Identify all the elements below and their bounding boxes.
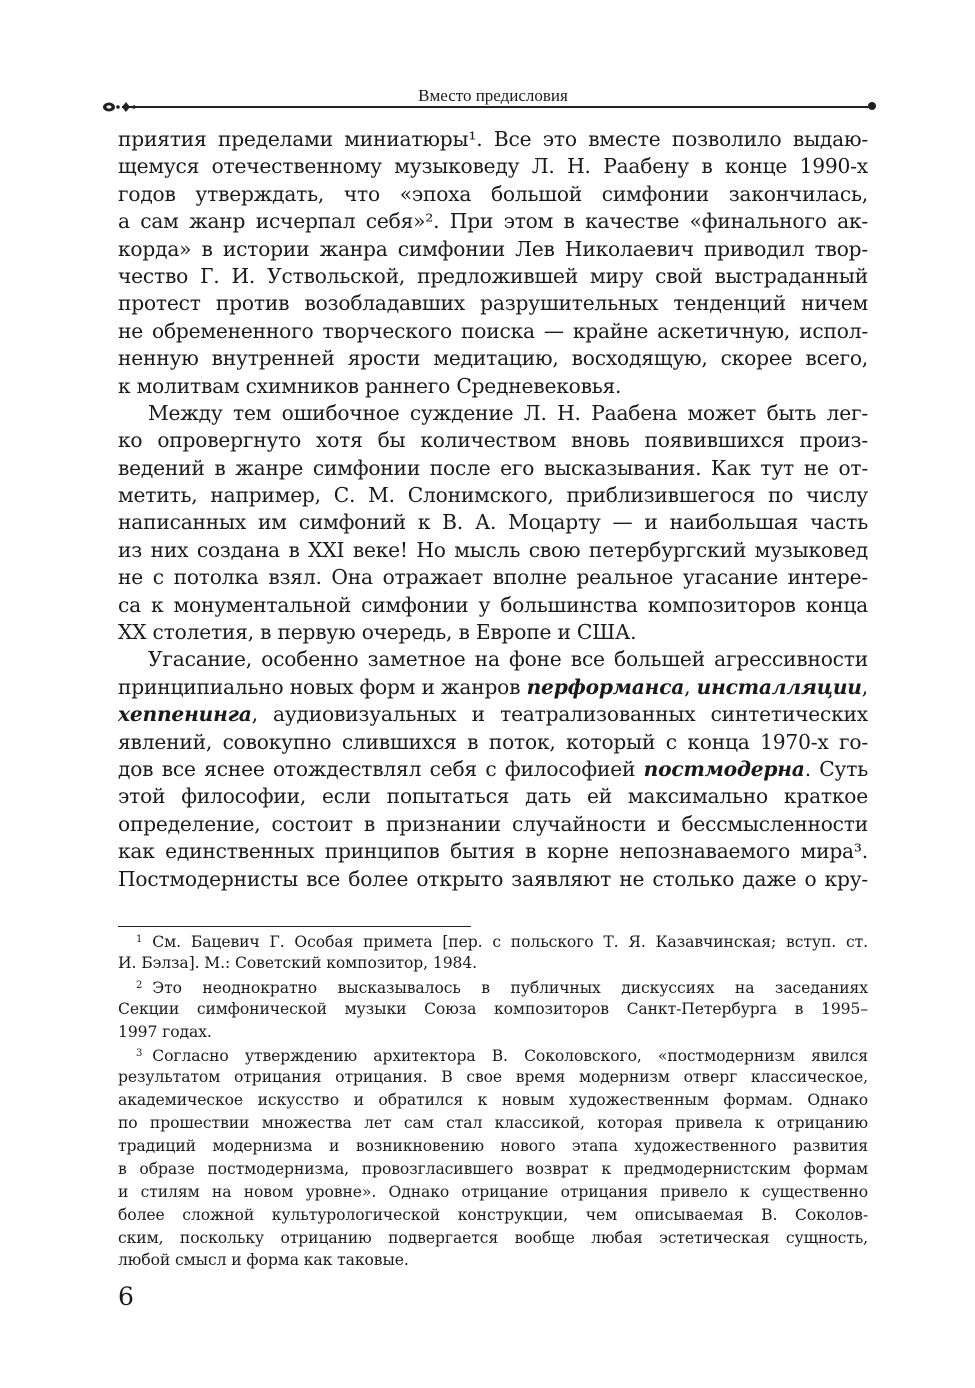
text-run: ведений в жанре симфонии после его высказывания. Как тут не от- (118, 455, 868, 480)
text-run: метить, например, С. М. Слонимского, приблизившегося по числу (118, 483, 868, 508)
text-line (118, 263, 868, 290)
text-line (118, 564, 868, 591)
footnote-text: ским, поскольку отрицанию подвергается вообще любая эстетическая сущность, (118, 1228, 868, 1247)
emphasized-term: перформанса (526, 674, 685, 699)
text-line (118, 729, 868, 756)
text-line (118, 646, 868, 673)
footnote-line (118, 1158, 868, 1181)
text-run: годов утверждать, что «эпоха большой симфонии закончилась, (118, 181, 868, 206)
text-run: са к монументальной симфонии у большинства композиторов конца (118, 592, 868, 617)
text-run: ненную внутренней ярости медитацию, восходящую, скорее всего, (118, 346, 868, 371)
text-line (118, 756, 868, 783)
emphasized-term: инсталляции (696, 674, 862, 699)
text-run: как единственных принципов бытия в корне непознаваемого мира³. (118, 839, 868, 864)
text-run: не обремененного творческого поиска — крайне аскетичную, испол- (118, 318, 868, 343)
header-rule-end-dot (868, 102, 876, 110)
text-line (118, 400, 868, 427)
footnote-line (118, 1021, 868, 1044)
text-run: щемуся отечественному музыковеду Л. Н. Раабену в конце 1990-х (118, 154, 868, 179)
text-line (118, 290, 868, 317)
text-line (118, 509, 868, 536)
running-head: Вместо предисловия (418, 86, 568, 105)
text-line (118, 866, 868, 893)
text-line (118, 482, 868, 509)
footnote-line (118, 1089, 868, 1112)
text-run: из них создана в XXI веке! Но мысль свою петербургский музыковед (118, 537, 868, 562)
footnote-text: и стилям на новом уровне». Однако отрицание отрицания привело к существенно (118, 1182, 868, 1201)
footnote-marker: 1 (136, 934, 143, 945)
text-run: протест против возобладавших разрушительных тенденций ничем (118, 291, 868, 316)
footnote-line (118, 975, 868, 998)
footnote-separator (118, 926, 471, 927)
footnote-text: И. Бэлза]. М.: Советский композитор, 1984. (118, 953, 478, 972)
text-line (118, 674, 868, 701)
text-run: . Суть (804, 756, 868, 781)
footnote-text: академическое искусство и обратился к новым художественным формам. Однако (118, 1091, 868, 1110)
footnote-line (118, 1227, 868, 1250)
paragraph (118, 126, 868, 400)
text-line (118, 427, 868, 454)
footnote-text: результатом отрицания отрицания. В свое время модернизм отверг классическое, (118, 1068, 868, 1087)
footnote-line (118, 1249, 868, 1272)
text-line (118, 619, 868, 646)
footnote (118, 929, 868, 975)
page-number: 6 (118, 1282, 134, 1311)
footnote-marker: 2 (136, 979, 143, 991)
footnote-text: Секции симфонической музыки Союза композиторов Санкт-Петербурга в 1995– (118, 999, 868, 1018)
text-run: явлений, совокупно слившихся в поток, который с конца 1970-х го- (118, 729, 868, 754)
text-line (118, 701, 868, 728)
text-run: к молитвам схимников раннего Средневековья. (118, 373, 622, 398)
text-line (118, 153, 868, 180)
text-run: Постмодернисты все более открыто заявляют не столько даже о кру- (118, 866, 868, 891)
footnote-text: по прошествии множества лет сам стал классикой, которая привела к отрицанию (118, 1114, 868, 1133)
text-run: , аудиовизуальных и театрализованных синтетических (251, 702, 868, 727)
text-run: чество Г. И. Уствольской, предложившей миру свой выстраданный (118, 263, 868, 288)
text-line (118, 592, 868, 619)
text-line (118, 236, 868, 263)
footnote-marker: 3 (136, 1048, 143, 1060)
text-run: этой философии, если попытаться дать ей максимально краткое (118, 784, 868, 809)
text-line (118, 181, 868, 208)
text-line (118, 783, 868, 810)
footnote-line (118, 1204, 868, 1227)
emphasized-term: постмодерна (643, 756, 805, 781)
header-rule (122, 106, 870, 108)
paragraph (118, 646, 868, 893)
footnote-text: традиций модернизма и возникновению нового этапа художественного развития (118, 1137, 868, 1156)
footnote-text: См. Бацевич Г. Особая примета [пер. с польского Т. Я. Казавчинская; вступ. ст. (152, 933, 868, 951)
text-line (118, 838, 868, 865)
text-line (118, 318, 868, 345)
footnote-line (118, 1066, 868, 1089)
text-run: определение, состоит в признании случайности и бессмысленности (118, 811, 868, 836)
footnote-text: Согласно утверждению архитектора В. Соколовского, «постмодернизм явился (152, 1047, 868, 1066)
footnote-text: 1997 годах. (118, 1022, 212, 1041)
text-line (118, 537, 868, 564)
text-run: корда» в истории жанра симфонии Лев Николаевич приводил твор- (118, 236, 868, 261)
main-text (118, 126, 868, 893)
footnote-line (118, 1181, 868, 1204)
text-run: дов все яснее отождествлял себя с философией (118, 756, 644, 781)
text-line (118, 126, 868, 153)
text-run: XX столетия, в первую очередь, в Европе и США. (118, 620, 637, 645)
text-line (118, 455, 868, 482)
footnote-line (118, 1043, 868, 1066)
footnote-line (118, 929, 868, 952)
footnote-line (118, 1135, 868, 1158)
footnote-text: более сложной культурологической конструкции, чем описываемая В. Соколов- (118, 1205, 868, 1224)
text-run: Между тем ошибочное суждение Л. Н. Раабена может быть лег- (148, 400, 868, 425)
footnote (118, 975, 868, 1044)
text-run: принципиально новых форм и жанров (118, 674, 527, 699)
text-run: , (684, 674, 697, 699)
footnote-text: Это неоднократно высказывалось в публичных дискуссиях на заседаниях (152, 978, 868, 997)
text-run: а сам жанр исчерпал себя»². При этом в качестве «финального ак- (118, 209, 868, 234)
text-run: написанных им симфоний к В. А. Моцарту — и наибольшая часть (118, 510, 868, 535)
footnote-line (118, 998, 868, 1021)
footnote-line (118, 1112, 868, 1135)
footnote-text: в образе постмодернизма, провозгласившего возврат к предмодернистским формам (118, 1159, 868, 1178)
footnote (118, 1043, 868, 1272)
text-line (118, 345, 868, 372)
footnote-line (118, 952, 868, 975)
text-run: , (861, 674, 868, 699)
text-run: не с потолка взял. Она отражает вполне реальное угасание интере- (118, 565, 868, 590)
footnote-text: любой смысл и форма как таковые. (118, 1251, 409, 1270)
emphasized-term: хеппенинга (118, 702, 252, 727)
paragraph (118, 400, 868, 647)
footnotes (118, 929, 868, 1272)
text-run: Угасание, особенно заметное на фоне все большей агрессивности (148, 647, 868, 672)
text-run: ко опровергнуто хотя бы количеством вновь появившихся произ- (118, 428, 868, 453)
text-line (118, 811, 868, 838)
text-run: приятия пределами миниатюры¹. Все это вместе позволило выдаю- (118, 127, 868, 151)
text-line (118, 373, 868, 400)
text-line (118, 208, 868, 235)
